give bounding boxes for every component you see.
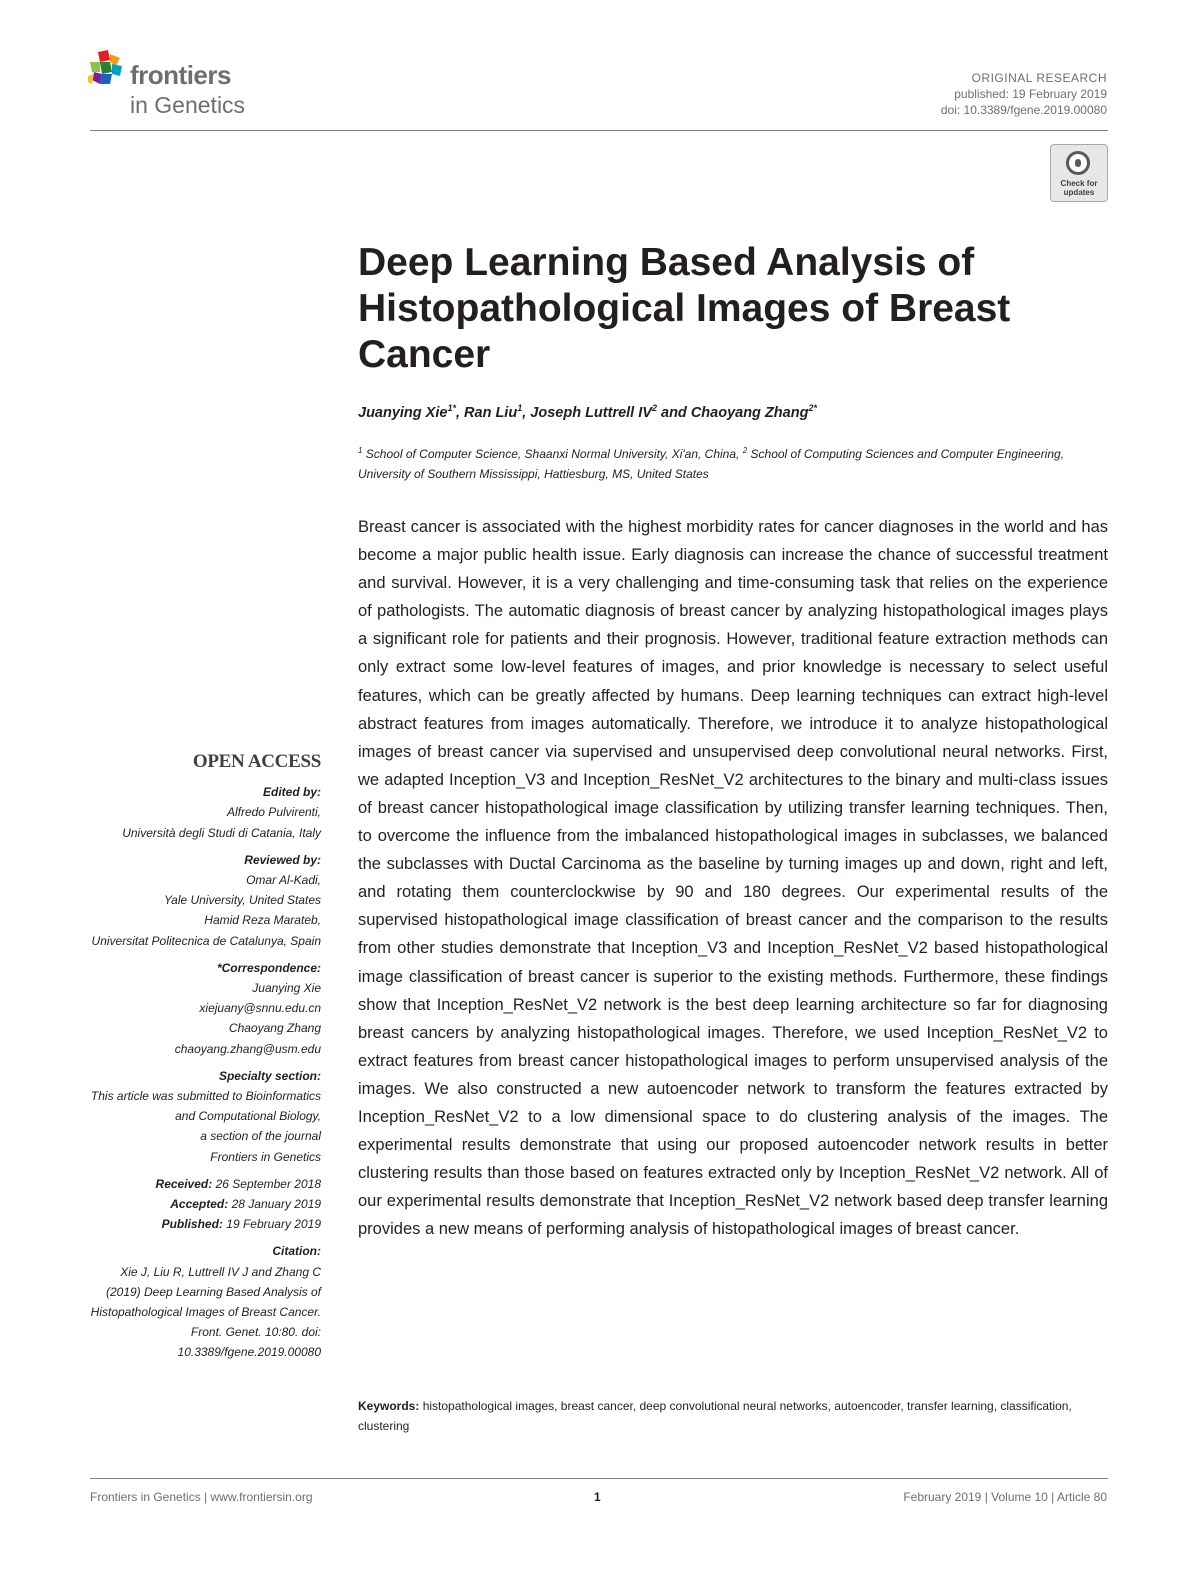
author-list: Juanying Xie$^{1*}$, Ran Liu$^1$, Joseph Luttrell $IV^2$ and Chaoyang Zhang$^{2*}$: [358, 403, 817, 421]
reviewed-by-section: Reviewed by: Omar Al-Kadi, Yale University, United States Hamid Reza Marateb, Universitat Politecnica de Catalunya, Spain: [91, 852, 321, 948]
citation-section: Citation: Xie J, Liu R, Luttrell IV J and Zhang C (2019) Deep Learning Based Analysis of Histopathological Images of Breast Cancer. Front. Genet. 10:80. doi: 10.3389/fgene.2019.00080: [90, 1244, 321, 1360]
email-link[interactable]: xiejuany@snnu.edu.cn: [199, 1001, 321, 1016]
header-divider: [90, 130, 1108, 131]
correspondence-section: *Correspondence: Juanying Xie xiejuany@snnu.edu.cn Chaoyang Zhang chaoyang.zhang@usm.edu: [88, 958, 321, 1059]
journal-logo: [88, 50, 288, 120]
abstract-text: Breast cancer is associated with the highest morbidity rates for cancer diagnoses in the world and has become a major public health issue. Early diagnosis can increase the chance of successful treatment and survival. However, it is a very challenging and time-consuming task that relies on the experience of pathologists. The automatic diagnosis of breast cancer by analyzing histopathological images plays a significant role for patients and their prognosis. However, traditional feature extraction methods can only extract some low-level features of images, and prior knowledge is necessary to select useful features, which can be greatly affected by humans. Deep learning techniques can extract high-level abstract features from images automatically. Therefore, we introduce it to analyze histopathological images of breast cancer via supervised and unsupervised deep convolutional neural networks. First, we adapted Inception_V3 and Inception_ResNet_V2 architectures to the binary and multi-class issues of breast cancer histopathological image classification by utilizing transfer learning techniques. Then, to overcome the influence from the imbalanced histopathological images in subclasses, we balanced the subclasses with Ductal Carcinoma as the baseline by turning images up and down, right and left, and rotating them counterclockwise by 90 and 180 degrees. Our experimental results of the supervised histopathological image classification of breast cancer and the comparison to the results from other studies demonstrate that Inception_V3 and Inception_ResNet_V2 based histopathological image classification of breast cancer is superior to the existing methods. Furthermore, these findings show that Inception_ResNet_V2 network is the best deep learning architecture so far for diagnosing breast cancers by analyzing histopathological images. Therefore, we used Inception_ResNet_V2 to extract features from breast cancer histopathological images to perform unsupervised analysis of the images. We also constructed a new autoencoder network to transform the features extracted by Inception_ResNet_V2 to a low dimensional space to do clustering analysis of the images. The experimental results demonstrate that using our proposed autoencoder network results in better clustering results than those based on features extracted only by Inception_ResNet_V2 network. All of our experimental results demonstrate that Inception_ResNet_V2 network based deep transfer learning provides a new means of performing analysis of histopathological images of breast cancer.: [358, 518, 1108, 1239]
keywords-text: histopathological images, breast cancer, deep convolutional neural networks, autoencoder, transfer learning, classification, clustering: [358, 1399, 1072, 1433]
email-link[interactable]: chaoyang.zhang@usm.edu: [174, 1041, 321, 1056]
footer-issue-info: February 2019 | Volume 10 | Article 80: [903, 1490, 1107, 1504]
brand-top: frontiers: [130, 60, 231, 90]
article-header-meta: [941, 70, 1107, 118]
frontiers-logo-icon: [88, 50, 128, 94]
keywords-label: Keywords:: [358, 1399, 420, 1413]
footer-journal-link[interactable]: Frontiers in Genetics | www.frontiersin.org: [90, 1490, 313, 1504]
check-updates-label: Check for updates: [1060, 179, 1098, 197]
article-sidebar: [88, 752, 321, 1370]
article-type: ORIGINAL RESEARCH: [971, 71, 1107, 85]
article-title: Deep Learning Based Analysis of Histopathological Images of Breast Cancer: [358, 241, 1011, 376]
affiliations: $^1$ School of Computer Science, Shaanxi Normal University, Xi'an, China, $^2$ School of Computing Sciences and Computer Engineering, University of Southern Mississippi, Hattiesburg, MS, United States: [358, 446, 1065, 481]
edited-by-section: Edited by: Alfredo Pulvirenti, Università degli Studi di Catania, Italy: [122, 785, 321, 840]
footer-divider: [90, 1478, 1108, 1479]
author-name: Juanying Xie: [358, 404, 448, 421]
author-name: Joseph Luttrell IV: [530, 404, 652, 421]
check-updates-icon: [1066, 151, 1090, 175]
author-name: Chaoyang Zhang: [690, 404, 809, 421]
published-date: published: 19 February 2019: [954, 87, 1107, 101]
check-for-updates-badge[interactable]: [1050, 144, 1108, 202]
page-number: 1: [594, 1490, 601, 1504]
dates-section: Received: 26 September 2018 Accepted: 28 January 2019 Published: 19 February 2019: [155, 1176, 321, 1232]
author-name: Ran Liu: [464, 404, 518, 421]
doi-link[interactable]: doi: 10.3389/fgene.2019.00080: [940, 103, 1107, 117]
keywords: [358, 1396, 1108, 1436]
specialty-section: Specialty section: This article was submitted to Bioinformatics and Computational Biology, a section of the journal Frontiers in Genetics: [90, 1068, 321, 1164]
open-access-label: OPEN ACCESS: [192, 751, 321, 772]
brand-bottom: in Genetics: [130, 92, 246, 118]
